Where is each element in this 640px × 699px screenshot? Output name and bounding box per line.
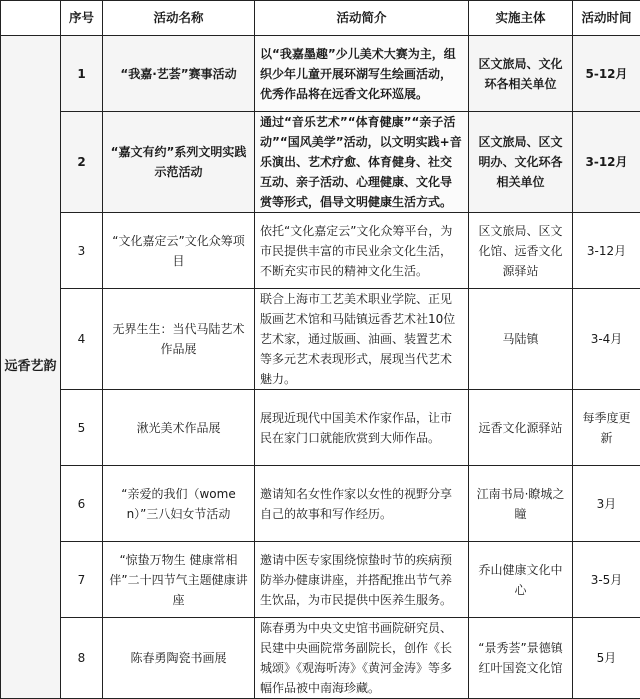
activity-time: 3-12月 <box>573 213 640 289</box>
activity-desc: 展现近现代中国美术作家作品，让市民在家门口就能欣赏到大师作品。 <box>255 390 469 466</box>
organizer: 远香文化源驿站 <box>469 390 573 466</box>
activity-desc: 通过“音乐艺术”“体育健康”“亲子活动”“国风美学”活动，以文明实践+音乐演出、艺术疗愈、体育健身、社交互动、亲子活动、心理健康、文化导赏等形式，倡导文明健康生活方式。 <box>255 112 469 213</box>
activity-desc: 依托“文化嘉定云”文化众筹平台，为市民提供丰富的市民业余文化生活，不断充实市民的精神文化生活。 <box>255 213 469 289</box>
activity-desc: 陈春勇为中央文史馆书画院研究员、民建中央画院常务副院长，创作《长城颂》《观海听涛》《黄河金涛》等多幅作品被中南海珍藏。 <box>255 618 469 699</box>
organizer: 区文旅局、区文明办、文化环各相关单位 <box>469 112 573 213</box>
activity-name: “惊蛰万物生 健康常相伴”二十四节气主题健康讲座 <box>103 542 255 618</box>
table-row <box>1 36 640 112</box>
category-cell: 远香艺韵 <box>1 36 61 699</box>
table-row <box>1 542 640 618</box>
activity-name: “文化嘉定云”文化众筹项目 <box>103 213 255 289</box>
row-number: 2 <box>61 112 103 213</box>
row-number: 7 <box>61 542 103 618</box>
activity-time: 3-4月 <box>573 289 640 390</box>
activity-time: 3-5月 <box>573 542 640 618</box>
header-category <box>1 1 61 36</box>
activity-time: 5-12月 <box>573 36 640 112</box>
activity-name: 陈春勇陶瓷书画展 <box>103 618 255 699</box>
row-number: 4 <box>61 289 103 390</box>
row-number: 5 <box>61 390 103 466</box>
activity-name: “我嘉·艺荟”赛事活动 <box>103 36 255 112</box>
row-number: 8 <box>61 618 103 699</box>
table-row <box>1 618 640 699</box>
activity-desc: 以“我嘉墨趣”少儿美术大赛为主，组织少年儿童开展环湖写生绘画活动，优秀作品将在远香文化环巡展。 <box>255 36 469 112</box>
activity-name: “亲爱的我们（women）”三八妇女节活动 <box>103 466 255 542</box>
organizer: 江南书局·瞭城之瞳 <box>469 466 573 542</box>
table-row <box>1 112 640 213</box>
organizer: 区文旅局、文化环各相关单位 <box>469 36 573 112</box>
header-time: 活动时间 <box>573 1 640 36</box>
table-row <box>1 289 640 390</box>
organizer: 区文旅局、区文化馆、远香文化源驿站 <box>469 213 573 289</box>
activity-name: 湫光美术作品展 <box>103 390 255 466</box>
table-header-row <box>1 1 640 36</box>
activity-name: “嘉文有约”系列文明实践示范活动 <box>103 112 255 213</box>
activity-desc: 邀请知名女性作家以女性的视野分享自己的故事和写作经历。 <box>255 466 469 542</box>
table-row <box>1 213 640 289</box>
organizer: “景秀荟”景德镇红叶国瓷文化馆 <box>469 618 573 699</box>
table-row <box>1 390 640 466</box>
activity-desc: 联合上海市工艺美术职业学院、正见版画艺术馆和马陆镇远香艺术社10位艺术家，通过版画、油画、装置艺术等多元艺术表现形式，展现当代艺术魅力。 <box>255 289 469 390</box>
row-number: 1 <box>61 36 103 112</box>
organizer: 乔山健康文化中心 <box>469 542 573 618</box>
activity-name: 无界生生：当代马陆艺术作品展 <box>103 289 255 390</box>
activity-desc: 邀请中医专家围绕惊蛰时节的疾病预防举办健康讲座，并搭配推出节气养生饮品，为市民提供中医养生服务。 <box>255 542 469 618</box>
table-row <box>1 466 640 542</box>
row-number: 6 <box>61 466 103 542</box>
organizer: 马陆镇 <box>469 289 573 390</box>
activity-time: 3-12月 <box>573 112 640 213</box>
activity-time: 5月 <box>573 618 640 699</box>
row-number: 3 <box>61 213 103 289</box>
header-activity-name: 活动名称 <box>103 1 255 36</box>
header-organizer: 实施主体 <box>469 1 573 36</box>
header-activity-desc: 活动简介 <box>255 1 469 36</box>
activity-time: 3月 <box>573 466 640 542</box>
header-number: 序号 <box>61 1 103 36</box>
activity-time: 每季度更新 <box>573 390 640 466</box>
